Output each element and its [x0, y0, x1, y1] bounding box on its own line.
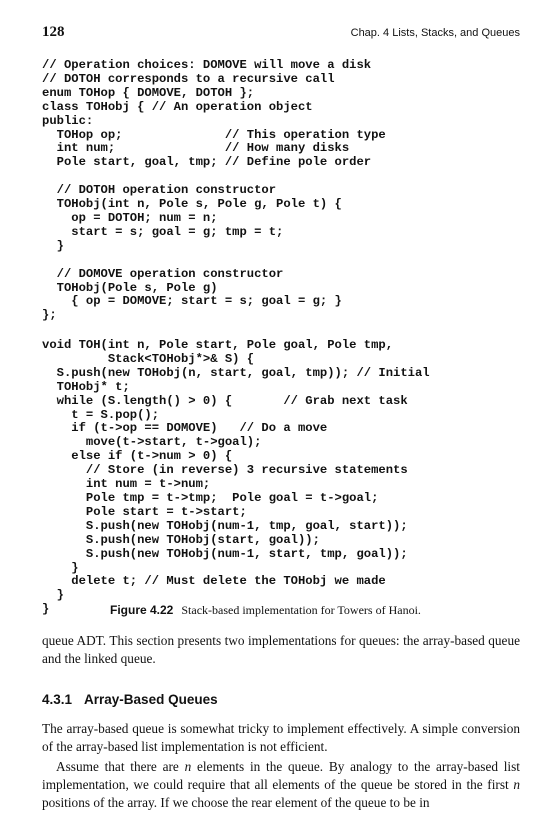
section-heading: [42, 692, 218, 707]
paragraph-text: Assume that there are: [56, 759, 185, 774]
figure-caption-text: Stack-based implementation for Towers of Hanoi.: [181, 603, 421, 617]
paragraph: The array-based queue is somewhat tricky to implement effectively. A simple conversion of the array-based list implementation is not efficient.: [42, 721, 520, 754]
paragraph-text: positions of the array. If we choose the rear element of the queue to be in: [42, 795, 430, 810]
math-variable: n: [513, 777, 520, 792]
paragraph: queue ADT. This section presents two implementations for queues: the array-based queue and the linked queue.: [42, 633, 520, 666]
code-block-toh-function: void TOH(int n, Pole start, Pole goal, Pole tmp, Stack<TOHobj*>& S) { S.push(new TOHobj(n, start, goal, tmp)); // Initial TOHobj* t; while (S.length() > 0) { // Grab next task t = S.pop(); if (t->op == DOMOVE) // Do a move move(t->start, t->goal); else if (t->num > 0) { // Store (in reverse) 3 recursive statements int num = t->num; Pole tmp = t->tmp; Pole goal = t->goal; Pole start = t->start; S.push(new TOHobj(num-1, tmp, goal, start)); S.push(new TOHobj(start, goal)); S.push(new TOHobj(num-1, start, tmp, goal)); } delete t; // Must delete the TOHobj we made } }: [42, 338, 430, 617]
running-header: Chap. 4 Lists, Stacks, and Queues: [350, 27, 520, 39]
section-title: Array-Based Queues: [84, 692, 218, 707]
figure-label: Figure 4.22: [110, 603, 174, 617]
paragraph-text: elements in the queue. By analogy to the array-based list implementation, we could require that all elements of the queue be stored in the first: [42, 759, 520, 792]
code-block-tohobj-class: // Operation choices: DOMOVE will move a disk // DOTOH corresponds to a recursive call enum TOHop { DOMOVE, DOTOH }; class TOHobj { // An operation object public: TOHop op; // This operation type int num; // How many disks Pole start, goal, tmp; // Define pole order // DOTOH operation constructor TOHobj(int n, Pole s, Pole g, Pole t) { op = DOTOH; num = n; start = s; goal = g; tmp = t; } // DOMOVE operation constructor TOHobj(Pole s, Pole g) { op = DOMOVE; start = s; goal = g; } };: [42, 58, 386, 323]
figure-caption: [110, 603, 421, 618]
section-number: 4.3.1: [42, 692, 73, 707]
page-number: 128: [42, 24, 65, 40]
paragraph: [42, 758, 520, 812]
math-variable: n: [184, 759, 192, 774]
